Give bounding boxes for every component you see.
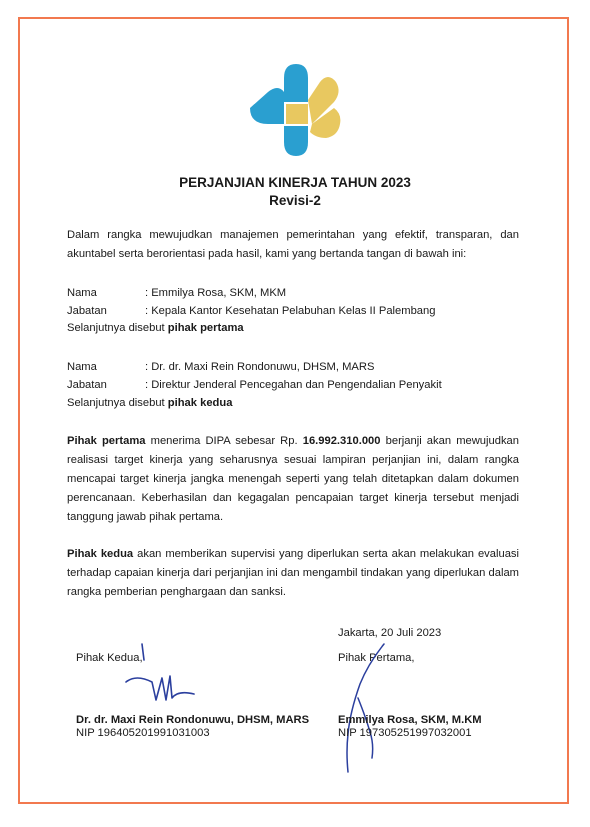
first-party-designation-bold: pihak pertama: [167, 322, 244, 334]
paragraph-lead: Pihak pertama: [67, 435, 146, 447]
left-signer-nip: NIP 196405201991031003: [76, 727, 210, 739]
second-party-designation-bold: pihak kedua: [167, 397, 233, 409]
logo-top-petal: [284, 64, 308, 102]
right-signer-nip: NIP 197305251997032001: [338, 727, 472, 739]
position-label: Jabatan: [67, 305, 107, 317]
place-date: Jakarta, 20 Juli 2023: [338, 627, 442, 639]
logo-inner-petal: [286, 104, 308, 124]
name-value: : Dr. dr. Maxi Rein Rondonuwu, DHSM, MARS: [145, 361, 375, 373]
document-subtitle: Revisi-2: [269, 193, 321, 208]
logo-left-petal: [250, 88, 284, 124]
left-signer-name: Dr. dr. Maxi Rein Rondonuwu, DHSM, MARS: [76, 714, 310, 726]
left-signer-label: Pihak Kedua,: [76, 652, 143, 664]
name-label: Nama: [67, 287, 97, 299]
position-value: : Direktur Jenderal Pencegahan dan Pengendalian Penyakit: [145, 379, 442, 391]
first-party-designation: Selanjutnya disebut pihak pertama: [67, 322, 244, 334]
agreement-paragraph: Pihak pertama menerima DIPA sebesar Rp. 16.992.310.000 berjanji akan mewujudkan realisasi target kinerja yang seharusnya sesuai lampiran perjanjian ini, dalam rangka mencapai target kinerja jangka menengah seperti yang telah ditetapkan dalam dokumen perencanaan. Keberhasilan dan kegagalan pencapaian target kinerja tersebut menjadi tanggung jawab pihak pertama.: [67, 435, 520, 523]
second-party-designation: Selanjutnya disebut pihak kedua: [67, 397, 233, 409]
second-party-position-row: [67, 376, 442, 395]
logo-bottom-petal: [284, 126, 308, 156]
document-title: PERJANJIAN KINERJA TAHUN 2023: [179, 175, 411, 190]
intro-paragraph: Dalam rangka mewujudkan manajemen pemerintahan yang efektif, transparan, dan akuntabel serta berorientasi pada hasil, kami yang bertanda tangan di bawah ini:: [67, 229, 519, 260]
right-signature: [336, 640, 392, 776]
position-value: : Kepala Kantor Kesehatan Pelabuhan Kelas II Palembang: [145, 305, 436, 317]
right-signer-label: Pihak Pertama,: [338, 652, 415, 664]
first-party-name-row: [67, 284, 286, 303]
dipa-amount: 16.992.310.000: [302, 435, 381, 447]
right-signer-name: Emmilya Rosa, SKM, M.KM: [338, 714, 482, 726]
position-label: Jabatan: [67, 379, 107, 391]
name-label: Nama: [67, 361, 97, 373]
supervision-paragraph: Pihak kedua akan memberikan supervisi yang diperlukan serta akan melakukan evaluasi terhadap capaian kinerja dari perjanjian ini dan mengambil tindakan yang diperlukan dalam rangka pemberian penghargaan dan sanksi.: [67, 548, 519, 598]
second-party-name-row: [67, 358, 374, 377]
left-signature: [118, 642, 202, 704]
ministry-logo: [250, 62, 342, 156]
paragraph-lead: Pihak kedua: [67, 548, 134, 560]
name-value: : Emmilya Rosa, SKM, MKM: [145, 287, 287, 299]
